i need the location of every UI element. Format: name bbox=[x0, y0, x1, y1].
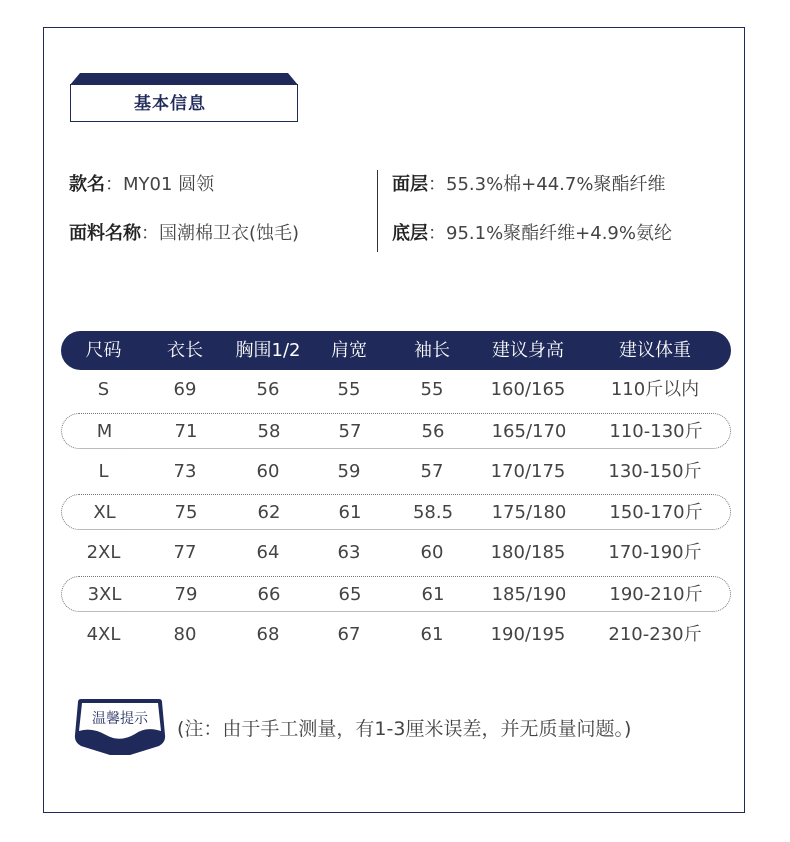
info-style-key: 款名 bbox=[69, 174, 105, 195]
tip-note: (注：由于手工测量，有1-3厘米误差，并无质量问题。) bbox=[177, 718, 632, 740]
info-fabric-name-value: 国潮棉卫衣(蚀毛) bbox=[159, 223, 300, 244]
header-cell-length: 衣长 bbox=[167, 340, 203, 361]
table-cell: 57 bbox=[338, 421, 362, 442]
header-cell-size: 尺码 bbox=[85, 340, 122, 361]
table-cell: 63 bbox=[337, 542, 361, 563]
tip-badge-label: 温馨提示 bbox=[92, 711, 148, 727]
tip-badge bbox=[72, 698, 168, 756]
table-row bbox=[61, 576, 731, 612]
table-cell: 71 bbox=[174, 421, 198, 442]
table-cell: 160/165 bbox=[490, 379, 566, 400]
header-cell-weight: 建议体重 bbox=[619, 340, 691, 361]
section-title: 基本信息 bbox=[134, 94, 206, 114]
table-cell: 130-150斤 bbox=[608, 461, 702, 482]
table-cell: 56 bbox=[421, 421, 445, 442]
info-inner-layer-value: 95.1%聚酯纤维+4.9%氨纶 bbox=[446, 223, 672, 244]
table-cell: 165/170 bbox=[491, 421, 567, 442]
table-cell: 190/195 bbox=[490, 624, 566, 645]
table-cell: 190-210斤 bbox=[609, 584, 703, 605]
info-style-value: MY01 圆领 bbox=[123, 174, 215, 195]
table-cell: 180/185 bbox=[490, 542, 566, 563]
table-cell: 75 bbox=[174, 502, 198, 523]
table-cell: 170/175 bbox=[490, 461, 566, 482]
info-fabric-name-key: 面料名称 bbox=[69, 223, 141, 244]
table-cell: 73 bbox=[173, 461, 197, 482]
table-cell: 61 bbox=[420, 624, 444, 645]
table-row bbox=[61, 454, 731, 490]
table-cell: 175/180 bbox=[491, 502, 567, 523]
header-cell-sleeve: 袖长 bbox=[414, 340, 450, 361]
info-inner-layer: 底层：95.1%聚酯纤维+4.9%氨纶 bbox=[392, 223, 672, 244]
info-inner-layer-key: 底层 bbox=[392, 223, 428, 244]
table-cell: XL bbox=[93, 502, 116, 523]
info-divider bbox=[377, 170, 378, 252]
info-outer-layer-value: 55.3%棉+44.7%聚酯纤维 bbox=[446, 174, 666, 195]
table-cell: 110斤以内 bbox=[610, 379, 700, 400]
table-cell: 61 bbox=[338, 502, 362, 523]
table-cell: 60 bbox=[420, 542, 444, 563]
table-cell: 55 bbox=[337, 379, 361, 400]
table-cell: 185/190 bbox=[491, 584, 567, 605]
table-cell: 56 bbox=[256, 379, 280, 400]
table-cell: 59 bbox=[337, 461, 361, 482]
info-fabric-name: 面料名称：国潮棉卫衣(蚀毛) bbox=[69, 223, 300, 244]
table-cell: 110-130斤 bbox=[609, 421, 703, 442]
header-cell-height: 建议身高 bbox=[492, 340, 564, 361]
info-style: 款名：MY01 圆领 bbox=[69, 174, 215, 195]
info-outer-layer-key: 面层 bbox=[392, 174, 428, 195]
table-cell: 68 bbox=[256, 624, 280, 645]
table-row bbox=[61, 413, 731, 449]
table-cell: 62 bbox=[257, 502, 281, 523]
table-cell: 57 bbox=[420, 461, 444, 482]
table-row bbox=[61, 535, 731, 571]
table-cell: 2XL bbox=[86, 542, 121, 563]
table-cell: L bbox=[98, 461, 109, 482]
table-cell: 64 bbox=[256, 542, 280, 563]
table-row bbox=[61, 372, 731, 408]
header-cell-shoulder: 肩宽 bbox=[331, 340, 367, 361]
table-cell: 150-170斤 bbox=[609, 502, 703, 523]
table-cell: 60 bbox=[256, 461, 280, 482]
table-cell: S bbox=[97, 379, 110, 400]
table-cell: 58 bbox=[257, 421, 281, 442]
table-cell: 79 bbox=[174, 584, 198, 605]
table-cell: 3XL bbox=[87, 584, 122, 605]
table-cell: 210-230斤 bbox=[608, 624, 702, 645]
table-cell: 4XL bbox=[86, 624, 121, 645]
table-cell: 69 bbox=[173, 379, 197, 400]
table-cell: 80 bbox=[173, 624, 197, 645]
table-cell: 77 bbox=[173, 542, 197, 563]
table-cell: 66 bbox=[257, 584, 281, 605]
header-cell-half-chest: 胸围1/2 bbox=[235, 340, 301, 361]
info-outer-layer: 面层：55.3%棉+44.7%聚酯纤维 bbox=[392, 174, 666, 195]
section-header-basic-info bbox=[70, 73, 298, 122]
table-row bbox=[61, 617, 731, 653]
table-cell: 67 bbox=[337, 624, 361, 645]
table-cell: M bbox=[96, 421, 113, 442]
table-cell: 61 bbox=[421, 584, 445, 605]
size-table-header bbox=[61, 331, 731, 370]
table-cell: 58.5 bbox=[412, 502, 454, 523]
table-cell: 65 bbox=[338, 584, 362, 605]
table-cell: 170-190斤 bbox=[608, 542, 702, 563]
table-row bbox=[61, 494, 731, 530]
table-cell: 55 bbox=[420, 379, 444, 400]
